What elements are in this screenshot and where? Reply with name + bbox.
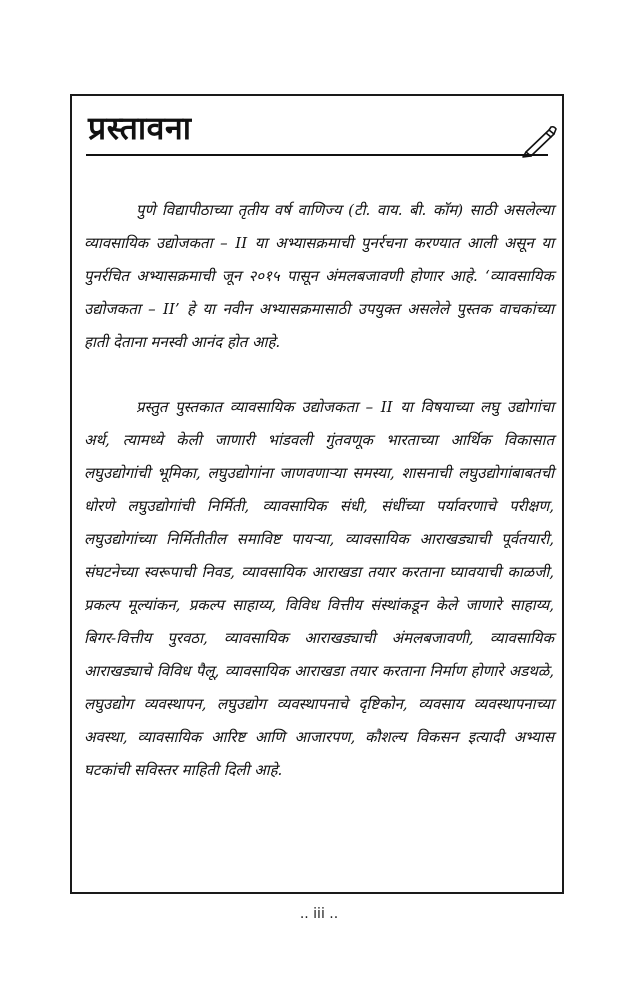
preface-paragraph-1: पुणे विद्यापीठाच्या तृतीय वर्ष वाणिज्य (टी. वाय. बी. कॉम) साठी असलेल्या व्यावसायिक उद्योजकता – II या अभ्यासक्रमाची पुनर्रचना करण्यात आली असून या पुनर्रचित अभ्यासक्रमाची जून २०१५ पासून अंमलबजावणी होणार आहे. ‘व्यावसायिक उद्योजकता – II’ हे या नवीन अभ्यासक्रमासाठी उपयुक्त असलेले पुस्तक वाचकांच्या हाती देताना मनस्वी आनंद होत आहे. [84,201,554,351]
page-title: प्रस्तावना [88,109,192,147]
preface-body [84,194,554,787]
heading-underline [86,154,548,156]
preface-paragraph-2: प्रस्तुत पुस्तकात व्यावसायिक उद्योजकता – II या विषयाच्या लघु उद्योगांचा अर्थ, त्यामध्ये केली जाणारी भांडवली गुंतवणूक भारताच्या आर्थिक विकासात लघुउद्योगांची भूमिका, लघुउद्योगांना जाणवणाऱ्या समस्या, शासनाची लघुउद्योगांबाबतची धोरणे लघुउद्योगांची निर्मिती, व्यावसायिक संधी, संधींच्या पर्यावरणाचे परीक्षण, लघुउद्योगांच्या निर्मितीतील समाविष्ट पायऱ्या, व्यावसायिक आराखड्याची पूर्वतयारी, संघटनेच्या स्वरूपाची निवड, व्यावसायिक आराखडा तयार करताना घ्यावयाची काळजी, प्रकल्प मूल्यांकन, प्रकल्प साहाय्य, विविध वित्तीय संस्थांकडून केले जाणारे साहाय्य, बिगर-वित्तीय पुरवठा, व्यावसायिक आराखड्याची अंमलबजावणी, व्यावसायिक आराखड्याचे विविध पैलू, व्यावसायिक आराखडा तयार करताना निर्माण होणारे अडथळे, लघुउद्योग व्यवस्थापन, लघुउद्योग व्यवस्थापनाचे दृष्टिकोन, व्यवसाय व्यवस्थापनाच्या अवस्था, व्यावसायिक आरिष्ट आणि आजारपण, कौशल्य विकसन इत्यादी अभ्यास घटकांची सविस्तर माहिती दिली आहे. [84,398,554,779]
pen-icon [518,122,558,158]
preface-frame [70,94,564,894]
page-number: .. iii .. [299,906,339,922]
